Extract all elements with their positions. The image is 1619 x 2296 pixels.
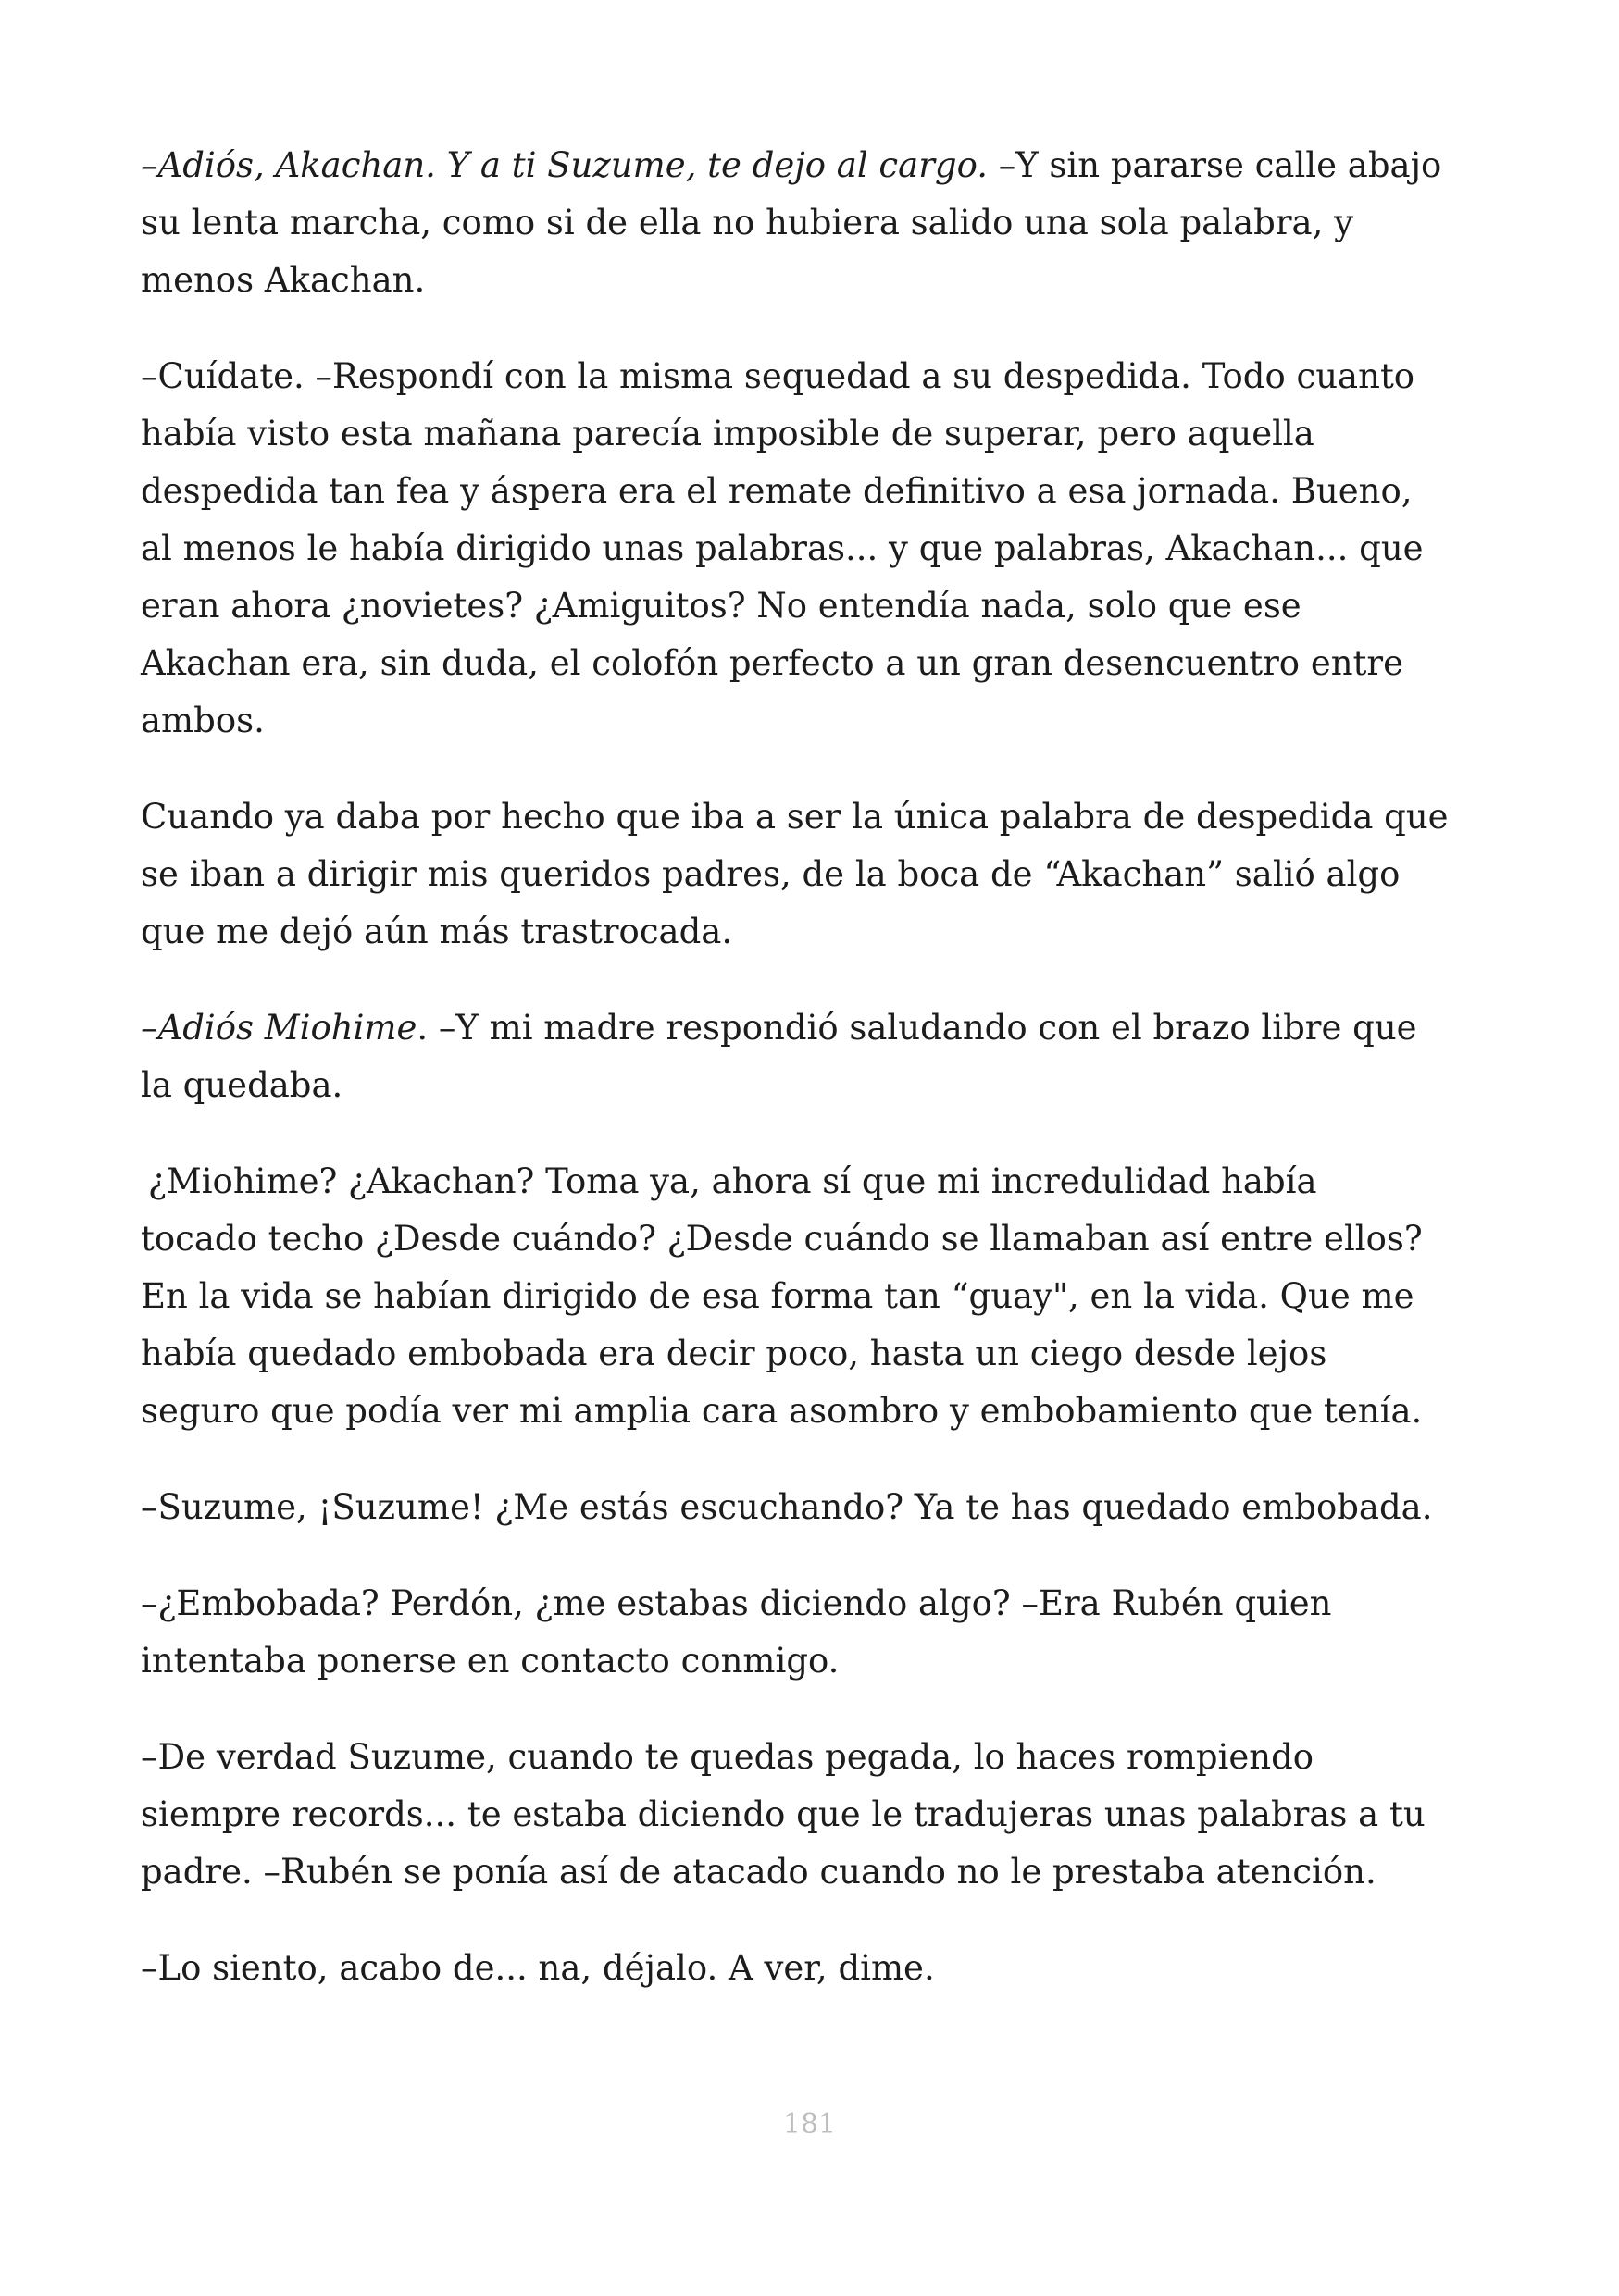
- text-line: intentaba ponerse en contacto conmigo.: [141, 1641, 840, 1681]
- narration: . –Y mi madre respondió saludando con el brazo libre que: [417, 1008, 1417, 1048]
- text-line: eran ahora ¿novietes? ¿Amiguitos? No entendía nada, solo que ese: [141, 586, 1301, 626]
- text-line: [141, 137, 1441, 194]
- text-line: padre. –Rubén se ponía así de atacado cuando no le prestaba atención.: [141, 1852, 1376, 1892]
- text-line: En la vida se habían dirigido de esa forma tan “guay", en la vida. Que me: [141, 1276, 1414, 1316]
- text-line: había quedado embobada era decir poco, hasta un ciego desde lejos: [141, 1334, 1327, 1373]
- italic-dialogue: –Adiós Miohime: [141, 1008, 417, 1048]
- text-line: se iban a dirigir mis queridos padres, de la boca de “Akachan” salió algo: [141, 854, 1401, 894]
- narration: –Y sin pararse calle abajo: [987, 145, 1442, 185]
- text-line: ¿Miohime? ¿Akachan? Toma ya, ahora sí que mi incredulidad había: [148, 1161, 1317, 1201]
- text-line: su lenta marcha, como si de ella no hubiera salido una sola palabra, y: [141, 203, 1353, 242]
- text-line: –¿Embobada? Perdón, ¿me estabas diciendo algo? –Era Rubén quien: [141, 1583, 1332, 1623]
- text-line: que me dejó aún más trastrocada.: [141, 912, 733, 951]
- italic-dialogue: –Adiós, Akachan. Y a ti Suzume, te dejo al cargo.: [141, 145, 988, 185]
- text-line: ambos.: [141, 701, 265, 740]
- text-line: –Cuídate. –Respondí con la misma sequedad a su despedida. Todo cuanto: [141, 356, 1415, 396]
- text-line: –Lo siento, acabo de... na, déjalo. A ver, dime.: [141, 1948, 935, 1988]
- text-line: despedida tan fea y áspera era el remate definitivo a esa jornada. Bueno,: [141, 471, 1413, 511]
- text-line: siempre records... te estaba diciendo que le tradujeras unas palabras a tu: [141, 1794, 1426, 1834]
- text-line: había visto esta mañana parecía imposible de superar, pero aquella: [141, 414, 1314, 453]
- text-line: –De verdad Suzume, cuando te quedas pegada, lo haces rompiendo: [141, 1737, 1314, 1777]
- text-line: menos Akachan.: [141, 260, 426, 300]
- text-line: la quedaba.: [141, 1065, 343, 1105]
- text-line: [141, 999, 1417, 1057]
- text-line: al menos le había dirigido unas palabras... y que palabras, Akachan... que: [141, 528, 1424, 568]
- text-line: –Suzume, ¡Suzume! ¿Me estás escuchando? Ya te has quedado embobada.: [141, 1487, 1433, 1527]
- text-line: Cuando ya daba por hecho que iba a ser la única palabra de despedida que: [141, 797, 1449, 837]
- page-number: 181: [782, 2108, 837, 2141]
- text-line: seguro que podía ver mi amplia cara asombro y embobamiento que tenía.: [141, 1391, 1423, 1431]
- text-line: Akachan era, sin duda, el colofón perfecto a un gran desencuentro entre: [141, 643, 1404, 683]
- text-line: tocado techo ¿Desde cuándo? ¿Desde cuándo se llamaban así entre ellos?: [141, 1219, 1423, 1259]
